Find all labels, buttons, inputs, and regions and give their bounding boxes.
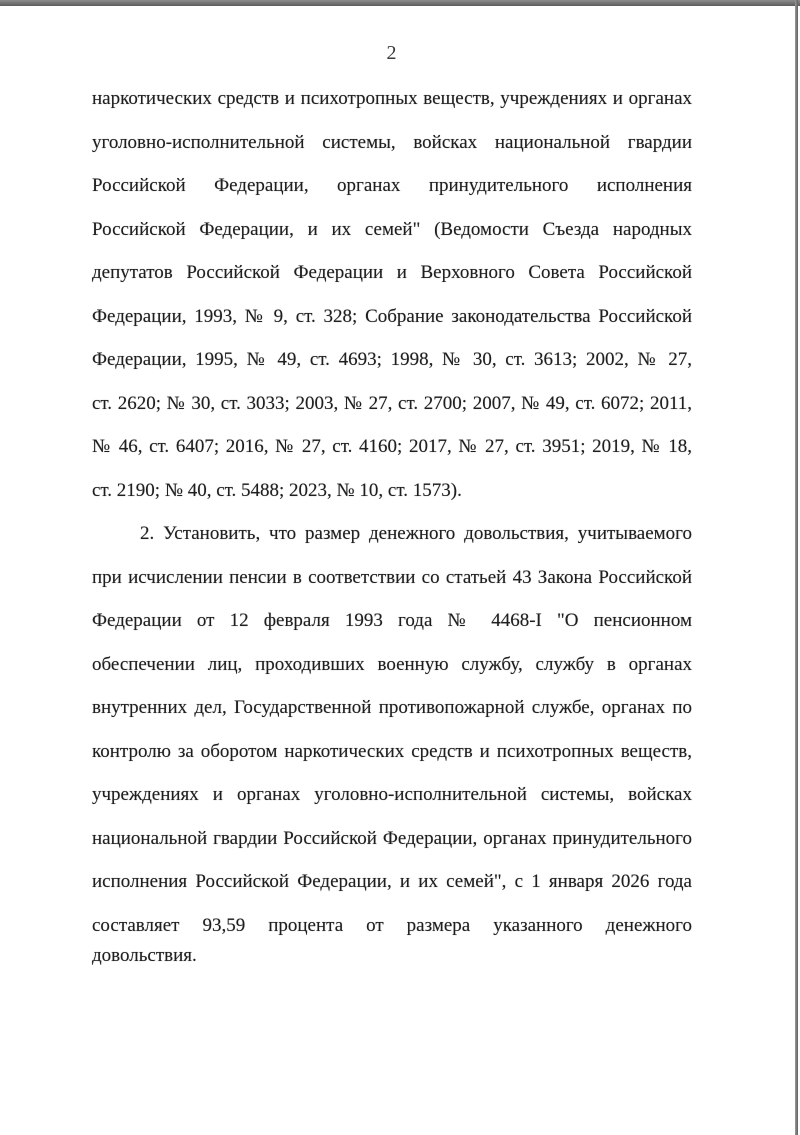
text-line: уголовно-исполнительной системы, войсках национальной гвардии [92, 131, 692, 153]
text-line: Федерации от 12 февраля 1993 года № 4468-I "О пенсионном [92, 610, 692, 631]
scan-edge-top [0, 0, 800, 6]
text-line: обеспечении лиц, проходивших военную службу, службу в органах [92, 653, 692, 675]
text-line: исполнения Российской Федерации, и их семей", с 1 января 2026 года [92, 871, 692, 892]
text-line: составляет 93,59 процента от размера указанного денежного довольствия. [92, 914, 692, 966]
text-line: ст. 2190; № 40, ст. 5488; 2023, № 10, ст. 1573). [92, 479, 462, 501]
text-line: № 46, ст. 6407; 2016, № 27, ст. 4160; 2017, № 27, ст. 3951; 2019, № 18, [92, 436, 692, 457]
text-line: ст. 2620; № 30, ст. 3033; 2003, № 27, ст. 2700; 2007, № 49, ст. 6072; 2011, [92, 392, 692, 414]
page-number: 2 [386, 42, 398, 64]
text-line: контролю за оборотом наркотических средств и психотропных веществ, [92, 740, 692, 762]
text-line: Российской Федерации, органах принудительного исполнения [92, 175, 692, 196]
paragraph-clause-2 [92, 519, 692, 966]
text-line: Федерации, 1995, № 49, ст. 4693; 1998, № 30, ст. 3613; 2002, № 27, [92, 349, 692, 370]
text-line: при исчислении пенсии в соответствии со статьей 43 Закона Российской [92, 566, 692, 588]
text-line: внутренних дел, Государственной противопожарной службе, органах по [92, 697, 692, 718]
scan-edge-right [795, 0, 798, 1135]
text-line: учреждениях и органах уголовно-исполнительной системы, войсках [92, 784, 692, 805]
document-body-text [92, 84, 692, 966]
text-line: депутатов Российской Федерации и Верховного Совета Российской [92, 262, 692, 283]
text-line: Российской Федерации, и их семей" (Ведомости Съезда народных [92, 218, 692, 240]
text-line: наркотических средств и психотропных веществ, учреждениях и органах [92, 88, 692, 109]
text-line: 2. Установить, что размер денежного довольствия, учитываемого [140, 523, 692, 544]
text-line: Федерации, 1993, № 9, ст. 328; Собрание законодательства Российской [92, 305, 692, 327]
paragraph-law-references [92, 84, 692, 519]
text-line: национальной гвардии Российской Федерации, органах принудительного [92, 827, 692, 849]
